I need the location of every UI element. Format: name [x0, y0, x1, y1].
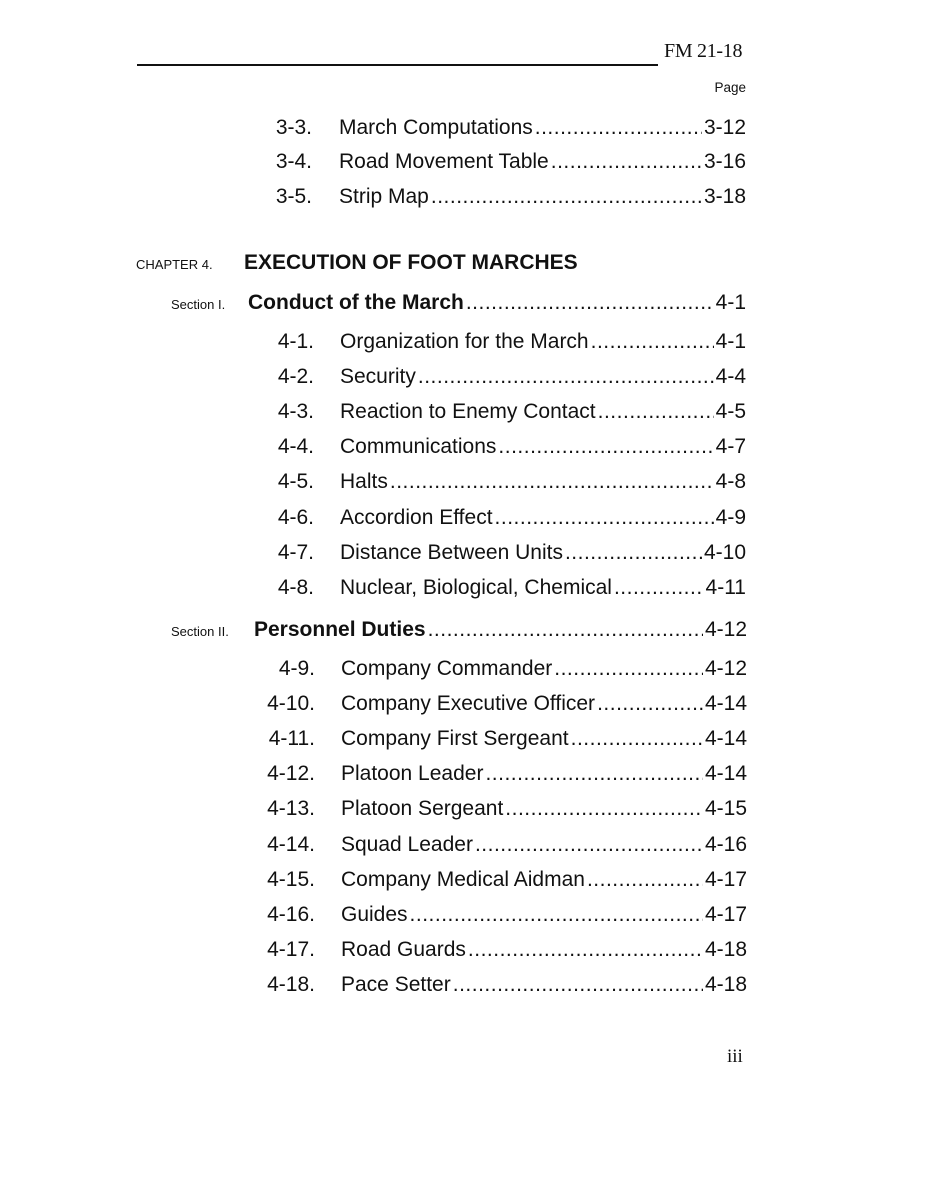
entry-title: Organization for the March	[340, 330, 589, 353]
dot-leader	[598, 396, 714, 428]
entry-number: 4-11.	[268, 727, 315, 750]
entry-title: Road Guards	[341, 938, 466, 961]
toc-entry[interactable]	[230, 969, 747, 1001]
entry-page: 4-17	[704, 903, 747, 926]
entry-page: 4-14	[704, 727, 747, 750]
toc-entry[interactable]	[230, 758, 747, 790]
dot-leader	[418, 361, 714, 393]
section-heading[interactable]	[171, 287, 746, 319]
toc-entry[interactable]	[230, 537, 746, 569]
section-heading[interactable]	[171, 614, 747, 646]
section-page: 4-12	[704, 618, 747, 641]
dot-leader	[495, 502, 714, 534]
toc-entry[interactable]	[230, 502, 746, 534]
toc-entry[interactable]	[230, 864, 747, 896]
entry-number: 4-12.	[267, 762, 315, 785]
toc-entry[interactable]	[230, 829, 747, 861]
toc-entry[interactable]	[230, 688, 747, 720]
entry-page: 4-5	[715, 400, 746, 423]
entry-number: 4-10.	[267, 692, 315, 715]
dot-leader	[591, 326, 714, 358]
chapter-title: EXECUTION OF FOOT MARCHES	[244, 251, 578, 274]
entry-title: Road Movement Table	[339, 150, 549, 173]
toc-entry[interactable]	[230, 181, 746, 213]
entry-page: 4-11	[705, 576, 746, 599]
dot-leader	[453, 969, 703, 1001]
entry-title: Company First Sergeant	[341, 727, 569, 750]
header-rule	[137, 64, 658, 66]
toc-entry[interactable]	[230, 723, 747, 755]
entry-page: 4-9	[715, 506, 746, 529]
entry-number: 4-2.	[277, 365, 314, 388]
dot-leader	[466, 287, 714, 319]
entry-number: 4-4.	[277, 435, 314, 458]
entry-page: 4-4	[715, 365, 746, 388]
entry-number: 4-6.	[277, 506, 314, 529]
toc-entry[interactable]	[230, 112, 746, 144]
entry-page: 4-18	[704, 938, 747, 961]
entry-title: Pace Setter	[341, 973, 451, 996]
entry-title: Security	[340, 365, 416, 388]
toc-entry[interactable]	[230, 572, 746, 604]
dot-leader	[428, 614, 703, 646]
toc-entry[interactable]	[230, 466, 746, 498]
toc-entry[interactable]	[230, 899, 747, 931]
entry-number: 4-1.	[277, 330, 314, 353]
entry-number: 3-5.	[275, 185, 312, 208]
entry-title: Platoon Sergeant	[341, 797, 504, 820]
entry-number: 3-4.	[275, 150, 312, 173]
section-label: Section I.	[171, 297, 226, 312]
entry-title: Guides	[341, 903, 408, 926]
entry-number: 4-13.	[267, 797, 315, 820]
section-label: Section II.	[171, 624, 229, 639]
entry-title: Accordion Effect	[340, 506, 493, 529]
dot-leader	[551, 146, 702, 178]
entry-number: 4-8.	[277, 576, 314, 599]
dot-leader	[535, 112, 702, 144]
toc-entry[interactable]	[230, 396, 746, 428]
chapter-label: CHAPTER 4.	[136, 257, 213, 272]
toc-entry[interactable]	[230, 146, 746, 178]
entry-page: 4-17	[704, 868, 747, 891]
entry-number: 3-3.	[275, 116, 312, 139]
entry-title: Reaction to Enemy Contact	[340, 400, 596, 423]
dot-leader	[468, 934, 703, 966]
dot-leader	[410, 899, 703, 931]
entry-page: 4-12	[704, 657, 747, 680]
section-title: Conduct of the March	[248, 291, 464, 314]
toc-entry[interactable]	[230, 793, 747, 825]
entry-title: Platoon Leader	[341, 762, 484, 785]
dot-leader	[614, 572, 704, 604]
page-folio: iii	[727, 1046, 743, 1067]
entry-page: 3-16	[703, 150, 746, 173]
entry-number: 4-9.	[278, 657, 315, 680]
entry-page: 4-8	[715, 470, 746, 493]
entry-page: 4-16	[704, 833, 747, 856]
entry-title: Strip Map	[339, 185, 429, 208]
dot-leader	[587, 864, 703, 896]
toc-entry[interactable]	[230, 934, 747, 966]
dot-leader	[475, 829, 703, 861]
entry-title: Company Commander	[341, 657, 553, 680]
toc-entry[interactable]	[230, 653, 747, 685]
entry-page: 4-14	[704, 762, 747, 785]
dot-leader	[565, 537, 702, 569]
entry-number: 4-14.	[267, 833, 315, 856]
dot-leader	[485, 758, 703, 790]
dot-leader	[431, 181, 702, 213]
document-id: FM 21-18	[664, 40, 743, 62]
entry-number: 4-15.	[267, 868, 315, 891]
entry-title: Nuclear, Biological, Chemical	[340, 576, 612, 599]
entry-title: Company Medical Aidman	[341, 868, 585, 891]
entry-page: 4-1	[715, 330, 746, 353]
page-column-label: Page	[714, 80, 746, 95]
section-title: Personnel Duties	[254, 618, 426, 641]
entry-number: 4-5.	[277, 470, 314, 493]
entry-number: 4-3.	[277, 400, 314, 423]
section-page: 4-1	[715, 291, 746, 314]
entry-page: 3-18	[703, 185, 746, 208]
entry-number: 4-7.	[277, 541, 314, 564]
dot-leader	[390, 466, 714, 498]
dot-leader	[571, 723, 703, 755]
entry-number: 4-18.	[267, 973, 315, 996]
entry-page: 3-12	[703, 116, 746, 139]
dot-leader	[597, 688, 703, 720]
entry-page: 4-15	[704, 797, 747, 820]
entry-title: Distance Between Units	[340, 541, 563, 564]
dot-leader	[505, 793, 703, 825]
entry-page: 4-18	[704, 973, 747, 996]
entry-page: 4-14	[704, 692, 747, 715]
entry-title: March Computations	[339, 116, 533, 139]
toc-entry[interactable]	[230, 326, 746, 358]
entry-page: 4-7	[715, 435, 746, 458]
dot-leader	[554, 653, 703, 685]
entry-title: Squad Leader	[341, 833, 473, 856]
entry-page: 4-10	[703, 541, 746, 564]
toc-entry[interactable]	[230, 431, 746, 463]
entry-title: Company Executive Officer	[341, 692, 596, 715]
entry-number: 4-16.	[267, 903, 315, 926]
toc-entry[interactable]	[230, 361, 746, 393]
entry-title: Halts	[340, 470, 388, 493]
entry-title: Communications	[340, 435, 497, 458]
entry-number: 4-17.	[267, 938, 315, 961]
dot-leader	[498, 431, 713, 463]
